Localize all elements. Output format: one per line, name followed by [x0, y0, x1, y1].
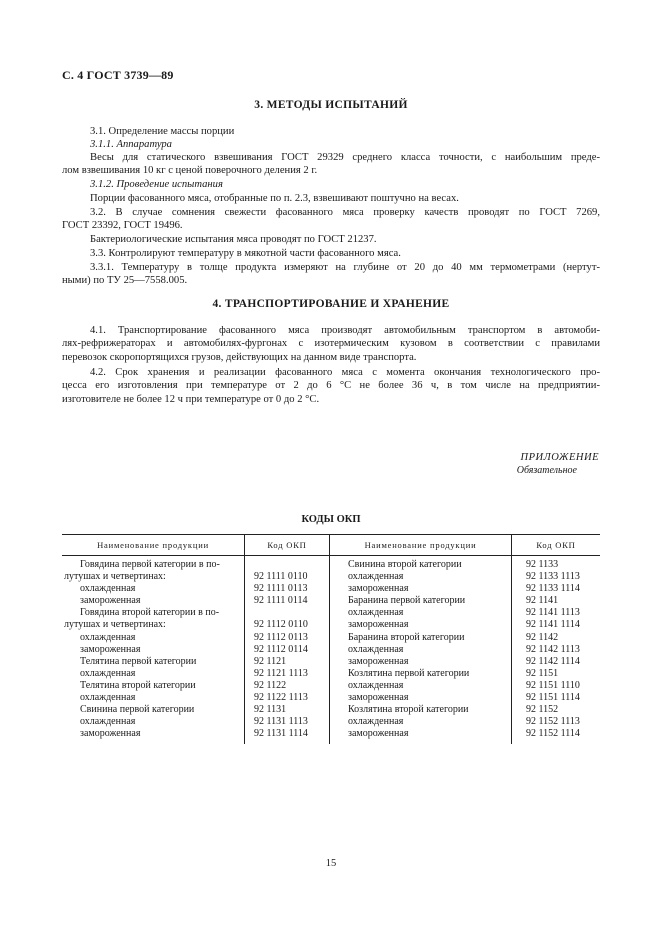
appendix-status: Обязательное: [516, 465, 577, 476]
paragraph-3-1-1-text-b: лом взвешивания 10 кг с ценой поверочного деления 2 г.: [62, 165, 318, 176]
table-cell: 92 1141: [526, 595, 559, 607]
table-cell: Телятина первой категории: [80, 655, 197, 667]
codes-table-title: КОДЫ ОКП: [301, 514, 361, 525]
table-cell: 92 1142: [526, 631, 559, 643]
table-cell: 92 1133 1114: [526, 583, 580, 595]
table-cell: Телятина второй категории: [80, 679, 196, 691]
table-cell: 92 1152 1113: [526, 716, 580, 728]
table-cell: замороженная: [348, 728, 409, 740]
table-cell: замороженная: [80, 595, 141, 607]
table-cell: Говядина первой категории в по-: [80, 559, 220, 570]
paragraph-3-3: 3.3. Контролируют температуру в мякотной части фасованного мяса.: [90, 248, 401, 259]
table-header-border: [62, 555, 600, 556]
table-cell: охлажденная: [348, 716, 404, 728]
table-header-code: Код ОКП: [536, 540, 576, 550]
table-cell: замороженная: [348, 655, 409, 667]
paragraph-3-2-b: ГОСТ 23392, ГОСТ 19496.: [62, 220, 183, 231]
table-cell: Свинина второй категории: [348, 559, 462, 570]
table-cell: 92 1112 0113: [254, 631, 308, 643]
table-cell: замороженная: [80, 643, 141, 655]
paragraph-4-1-a: 4.1. Транспортирование фасованного мяса производят автомобильным транспортом в автомоби-: [90, 325, 600, 336]
okp-codes-table: [62, 534, 600, 746]
left-codes-column: [254, 559, 308, 740]
table-cell: 92 1133: [526, 559, 559, 570]
table-cell: 92 1152 1114: [526, 728, 580, 740]
table-cell: 92 1111 0113: [254, 583, 308, 595]
table-cell: охлажденная: [348, 607, 404, 619]
page-number: 15: [325, 858, 337, 869]
section-3-title: 3. МЕТОДЫ ИСПЫТАНИЙ: [254, 99, 408, 111]
table-cell: охлажденная: [80, 716, 136, 728]
table-cell: 92 1111 0110: [254, 571, 308, 583]
paragraph-3-1-1: 3.1.1. Аппаратура: [90, 139, 172, 150]
right-names-column: [348, 559, 469, 740]
page-header: С. 4 ГОСТ 3739—89: [62, 68, 174, 82]
paragraph-3-1-1-text-a: Весы для статического взвешивания ГОСТ 29329 среднего класса точности, с наибольшим преде-: [90, 152, 600, 163]
paragraph-3-3-1-a: 3.3.1. Температуру в толще продукта измеряют на глубине от 20 до 40 мм термометрами (нертут-: [90, 262, 600, 273]
paragraph-3-1-2: 3.1.2. Проведение испытания: [90, 179, 223, 190]
table-cell: замороженная: [348, 619, 409, 631]
paragraph-4-1-b: лях-рефрижераторах и автомобилях-фургонах с изотермическим кузовом в соответствии с правилами: [62, 338, 600, 349]
table-cell: охлажденная: [348, 643, 404, 655]
table-header-name: Наименование продукции: [364, 540, 477, 550]
table-divider: [329, 534, 330, 744]
table-cell: лутушах и четвертинах:: [64, 619, 166, 631]
table-cell: охлажденная: [80, 631, 136, 643]
table-header-code: Код ОКП: [267, 540, 307, 550]
paragraph-3-1-2-text: Порции фасованного мяса, отобранные по п. 2.3, взвешивают поштучно на весах.: [90, 193, 459, 204]
table-cell: [254, 607, 308, 619]
paragraph-bacteriology: Бактериологические испытания мяса проводят по ГОСТ 21237.: [90, 234, 377, 245]
table-cell: 92 1142 1114: [526, 655, 580, 667]
table-cell: замороженная: [348, 692, 409, 704]
paragraph-4-2-b: цесса его изготовления при температуре от 2 до 6 °С не более 36 ч, в том числе на предприятии-: [62, 380, 600, 391]
table-cell: 92 1131: [254, 704, 287, 716]
table-cell: 92 1122 1113: [254, 692, 308, 704]
table-top-border: [62, 534, 600, 535]
table-cell: 92 1121: [254, 655, 287, 667]
table-cell: 92 1141 1114: [526, 619, 580, 631]
table-cell: лутушах и четвертинах:: [64, 571, 166, 583]
table-cell: охлажденная: [80, 692, 136, 704]
paragraph-4-1-c: перевозок скоропортящихся грузов, действующих на данном виде транспорта.: [62, 352, 417, 363]
paragraph-4-2-a: 4.2. Срок хранения и реализации фасованного мяса с момента окончания технологического про-: [90, 367, 600, 378]
left-names-column: [64, 559, 220, 740]
table-cell: охлажденная: [348, 679, 404, 691]
table-divider: [511, 534, 512, 744]
table-cell: 92 1151 1114: [526, 692, 580, 704]
table-cell: Козлятина второй категории: [348, 704, 469, 716]
table-cell: 92 1141 1113: [526, 607, 580, 619]
table-cell: 92 1111 0114: [254, 595, 308, 607]
paragraph-3-1: 3.1. Определение массы порции: [90, 126, 235, 137]
table-cell: Баранина первой категории: [348, 595, 466, 607]
table-divider: [244, 534, 245, 744]
section-4-title: 4. ТРАНСПОРТИРОВАНИЕ И ХРАНЕНИЕ: [212, 298, 450, 310]
table-cell: 92 1151 1110: [526, 679, 580, 691]
table-cell: 92 1112 0114: [254, 643, 308, 655]
table-cell: 92 1112 0110: [254, 619, 308, 631]
table-cell: замороженная: [80, 728, 141, 740]
table-cell: замороженная: [348, 583, 409, 595]
table-cell: Козлятина первой категории: [348, 667, 470, 679]
table-cell: охлажденная: [80, 667, 136, 679]
table-cell: 92 1152: [526, 704, 559, 716]
table-cell: Говядина второй категории в по-: [80, 607, 220, 619]
table-cell: 92 1151: [526, 667, 559, 679]
table-cell: Баранина второй категории: [348, 631, 465, 643]
appendix-label: ПРИЛОЖЕНИЕ: [520, 452, 599, 463]
table-cell: 92 1121 1113: [254, 667, 308, 679]
table-cell: охлажденная: [80, 583, 136, 595]
table-header-name: Наименование продукции: [97, 540, 209, 550]
paragraph-3-3-1-b: ными) по ТУ 25—7558.005.: [62, 275, 188, 286]
table-cell: 92 1122: [254, 679, 287, 691]
table-cell: охлажденная: [348, 571, 404, 583]
paragraph-3-2-a: 3.2. В случае сомнения свежести фасованного мяса проверку качеств проводят по ГОСТ 7269,: [90, 207, 600, 218]
table-cell: 92 1142 1113: [526, 643, 580, 655]
paragraph-4-2-c: изготовителе не более 12 ч при температуре от 0 до 2 °С.: [62, 394, 320, 405]
table-cell: 92 1131 1113: [254, 716, 308, 728]
table-cell: 92 1133 1113: [526, 571, 580, 583]
table-cell: 92 1131 1114: [254, 728, 308, 740]
table-cell: Свинина первой категории: [80, 704, 195, 716]
table-cell: [254, 559, 308, 571]
right-codes-column: [526, 559, 580, 740]
